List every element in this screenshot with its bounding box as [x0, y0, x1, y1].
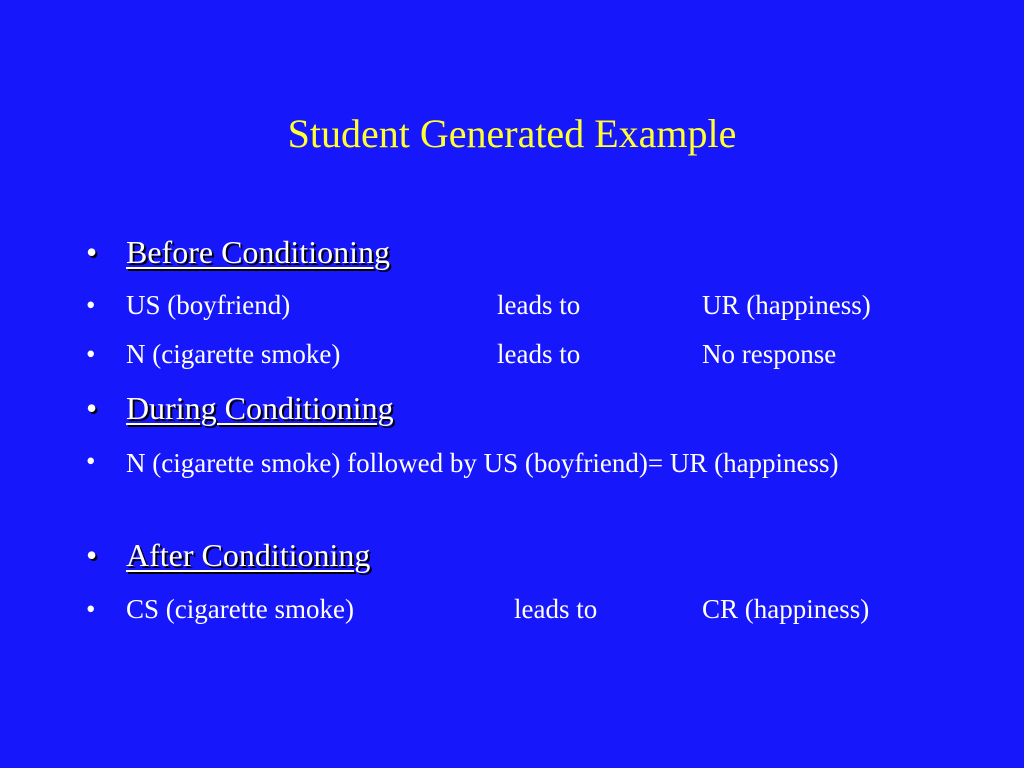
- bullet-icon: •: [86, 537, 98, 573]
- bullet-icon: •: [86, 339, 96, 369]
- bullet-icon: •: [86, 446, 96, 476]
- heading-text: During Conditioning: [126, 390, 394, 426]
- stimulus-text: CS (cigarette smoke): [126, 594, 354, 624]
- heading-text: Before Conditioning: [126, 234, 390, 270]
- pairing-text: N (cigarette smoke) followed by US (boyfriend)= UR (happiness): [126, 448, 839, 478]
- relation-text: leads to: [497, 339, 581, 369]
- response-text: CR (happiness): [702, 594, 870, 624]
- bullet-icon: •: [86, 290, 96, 320]
- bullet-icon: •: [86, 390, 98, 426]
- relation-text: leads to: [514, 594, 598, 624]
- response-text: No response: [702, 339, 837, 369]
- response-text: UR (happiness): [702, 290, 871, 320]
- bullet-icon: •: [86, 234, 98, 270]
- heading-text: After Conditioning: [126, 537, 371, 573]
- bullet-icon: •: [86, 594, 96, 624]
- slide-title: Student Generated Example: [287, 111, 737, 156]
- relation-text: leads to: [497, 290, 581, 320]
- stimulus-text: N (cigarette smoke): [126, 339, 341, 369]
- stimulus-text: US (boyfriend): [126, 290, 291, 320]
